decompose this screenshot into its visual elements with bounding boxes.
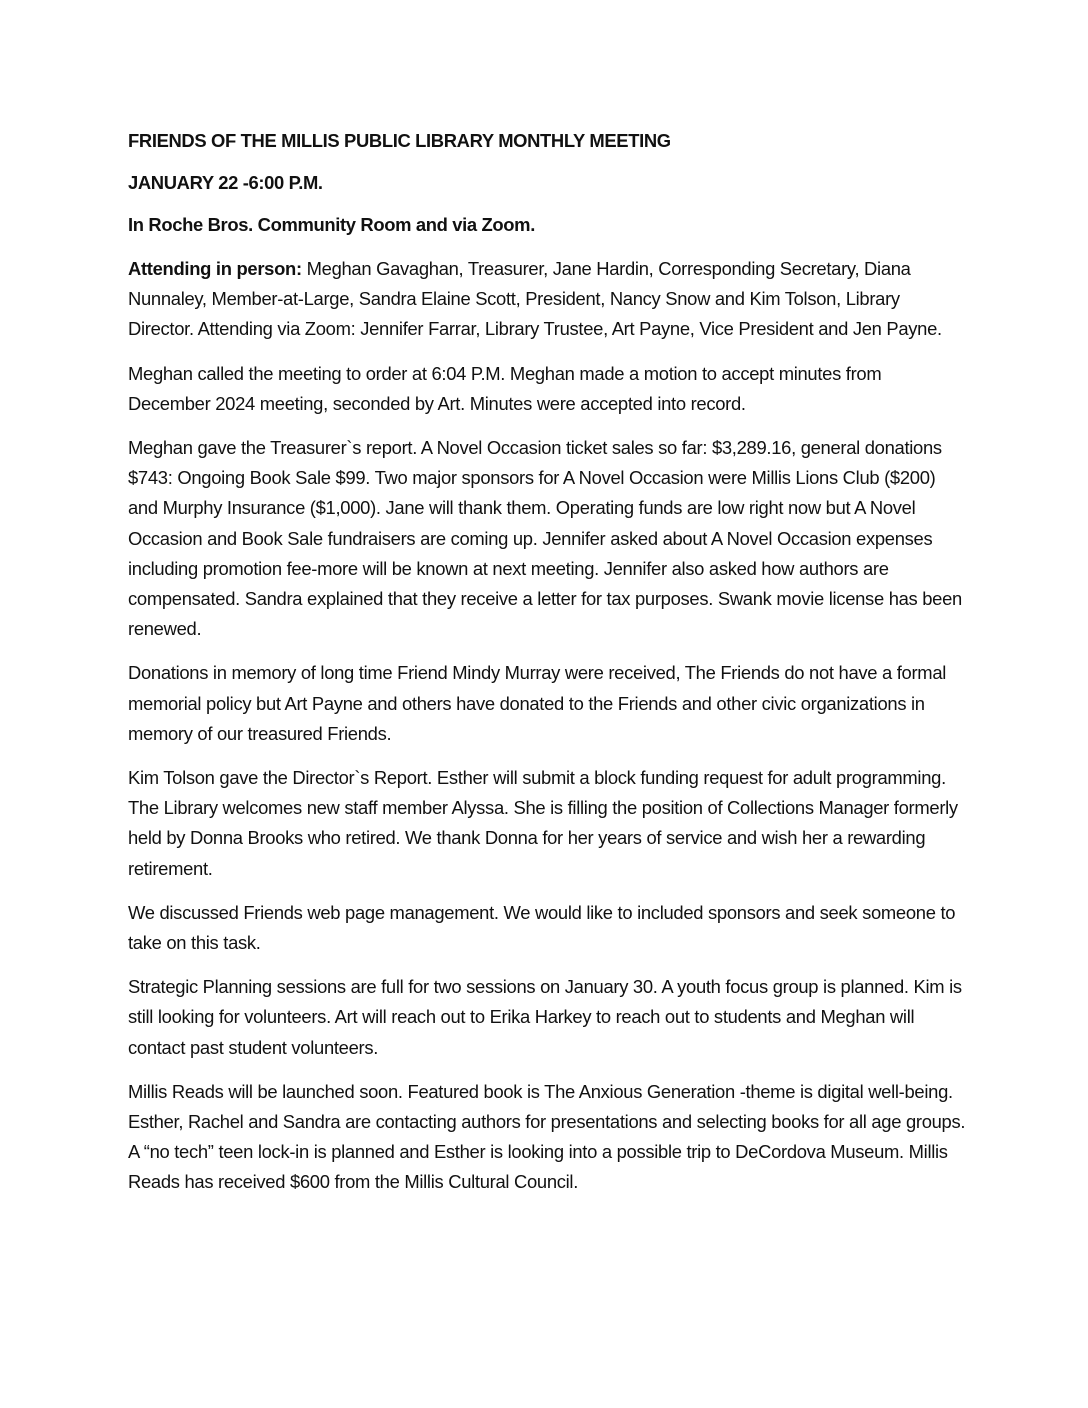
document-title: FRIENDS OF THE MILLIS PUBLIC LIBRARY MONTHLY MEETING [128,130,671,151]
web-page-paragraph: We discussed Friends web page management. We would like to included sponsors and seek someone to take on this task. [128,901,956,954]
attendance-text: Meghan Gavaghan, Treasurer, Jane Hardin, Corresponding Secretary, Diana Nunnaley, Member-at-Large, Sandra Elaine Scott, President, Nancy Snow and Kim Tolson, Library Director. Attending via Zoom: Jennifer Farrar, Library Trustee, Art Payne, Vice President and Jen Payne. [128,258,942,340]
treasurer-report-paragraph: Meghan gave the Treasurer`s report. A Novel Occasion ticket sales so far: $3,289.16, general donations $743: Ongoing Book Sale $99. Two major sponsors for A Novel Occasion were Millis Lions Club ($200) and Murphy Insurance ($1,000). Jane will thank them. Operating funds are low right now but A Novel Occasion and Book Sale fundraisers are coming up. Jennifer asked about A Novel Occasion expenses including promotion fee-more will be known at next meeting. Jennifer also asked how authors are compensated. Sandra explained that they receive a letter for tax purposes. Swank movie license has been renewed. [128,437,962,640]
meeting-minutes-page [128,128,968,1212]
call-to-order-paragraph: Meghan called the meeting to order at 6:04 P.M. Meghan made a motion to accept minutes from December 2024 meeting, seconded by Art. Minutes were accepted into record. [128,362,882,414]
meeting-datetime: JANUARY 22 -6:00 P.M. [128,172,323,193]
meeting-location: In Roche Bros. Community Room and via Zoom. [128,214,535,235]
director-report-paragraph: Kim Tolson gave the Director`s Report. Esther will submit a block funding request for adult programming. The Library welcomes new staff member Alyssa. She is filling the position of Collections Manager formerly held by Donna Brooks who retired. We thank Donna for her years of service and wish her a rewarding retirement. [128,767,958,879]
attendance-paragraph [128,254,968,345]
memorial-donations-paragraph: Donations in memory of long time Friend Mindy Murray were received, The Friends do not have a formal memorial policy but Art Payne and others have donated to the Friends and other civic organizations in memory of our treasured Friends. [128,662,947,744]
millis-reads-paragraph: Millis Reads will be launched soon. Featured book is The Anxious Generation -theme is digital well-being. Esther, Rachel and Sandra are contacting authors for presentations and selecting books for all age groups. A “no tech” teen lock-in is planned and Esther is looking into a possible trip to DeCordova Museum. Millis Reads has received $600 from the Millis Cultural Council. [128,1080,966,1193]
attendance-label: Attending in person: [128,258,302,279]
strategic-planning-paragraph: Strategic Planning sessions are full for two sessions on January 30. A youth focus group is planned. Kim is still looking for volunteers. Art will reach out to Erika Harkey to reach out to students and Meghan will contact past student volunteers. [128,976,962,1058]
